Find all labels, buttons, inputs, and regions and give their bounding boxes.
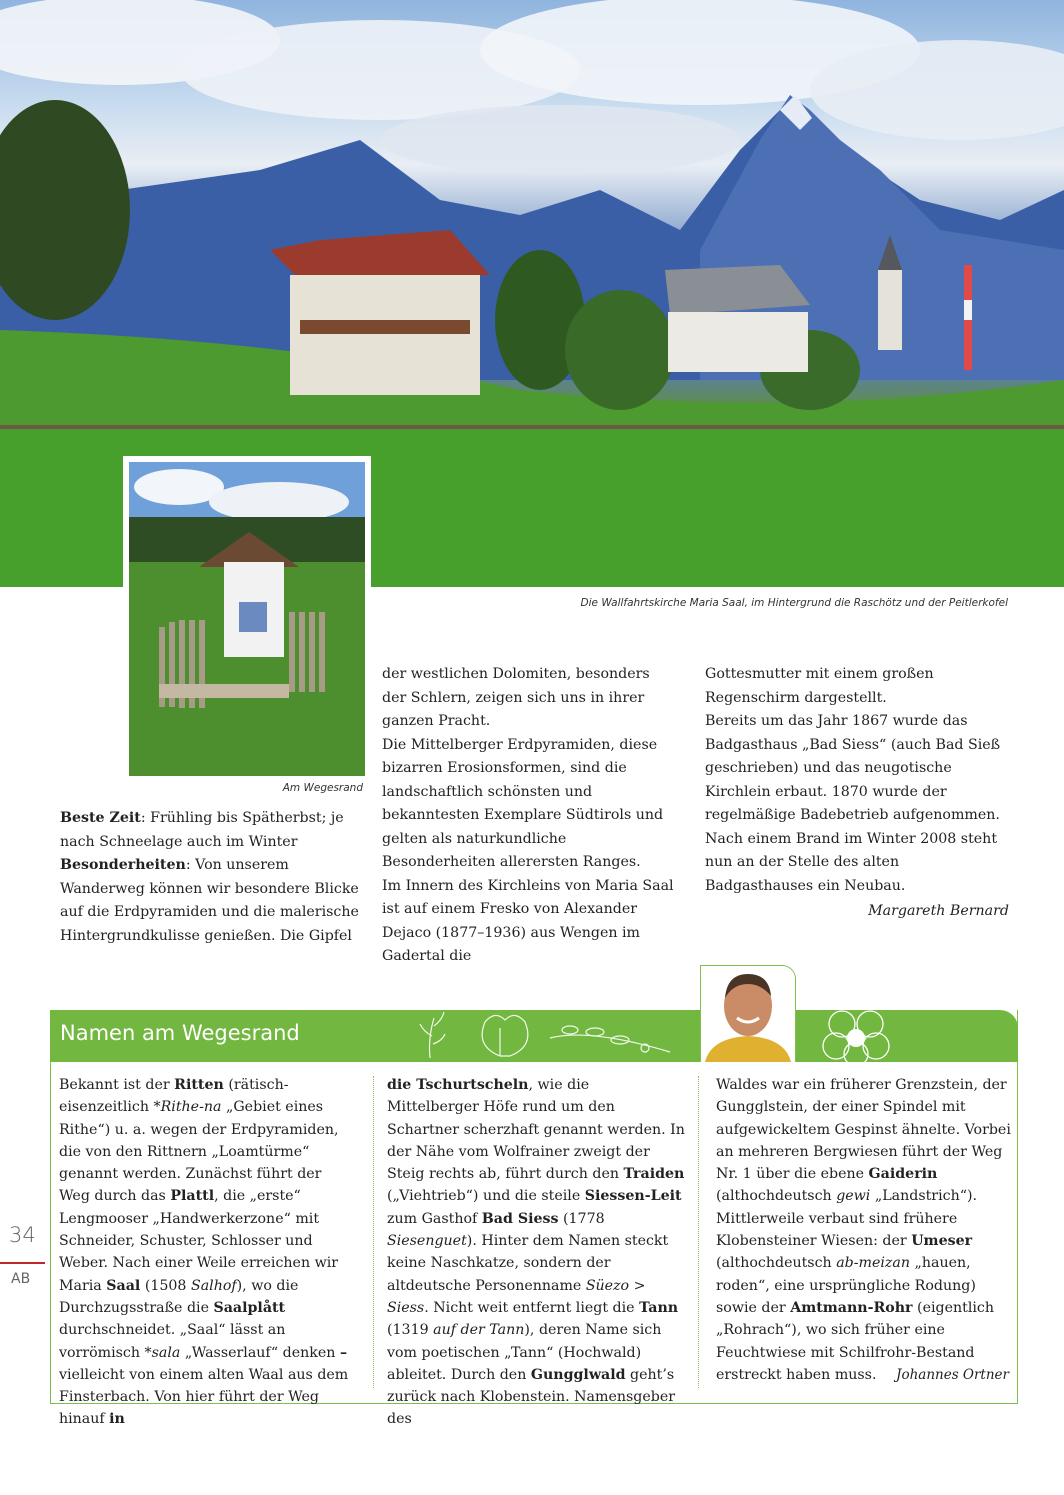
names-column-1: Bekannt ist der Ritten (rätisch-eisenzeitlich *Rithe-na „Gebiet eines Rithe“) u. a. wegen der Erdpyramiden, die von den Rittnern „Loamtürme“ genannt werden. Zunächst führt der Weg durch das Plattl, die „erste“ Lengmooser „Handwerkerzone“ mit Schneider, Schuster, Schlosser und Weber. Nach einer Weile erreichen wir Maria Saal (1508 Salhof), wo die Durchzugsstraße die Saalplått durchschneidet. „Saal“ lässt an vorrömisch *sala „Wasserlauf“ denken – vielleicht von einem alten Waal aus dem Finsterbach. Von hier führt der Weg hinauf in (59, 1077, 349, 1428)
best-time-text: : Frühling bis Spätherbst; je nach Schneelage auch im Winter (60, 810, 344, 850)
wayside-shrine-illustration (129, 462, 365, 776)
hero-caption: Die Wallfahrtskirche Maria Saal, im Hintergrund die Raschötz und der Peitlerkofel (580, 597, 1008, 609)
article-author: Margareth Bernard (868, 903, 1009, 919)
names-column-3: Waldes war ein früherer Grenzstein, der Gungglstein, der einer Spindel mit aufgewickeltem Gespinst ähnelte. Vorbei an mehreren Bergwiesen führt der Weg Nr. 1 über die ebene Gaiderin (althochdeutsch gewi „Landstrich“). Mittlerweile verbaut sind frühere Klobensteiner Wiesen: der Umeser (althochdeutsch ab-meizan „hauen, roden“, eine ursprüngliche Rodung) sowie der Amtmann-Rohr (eigentlich „Rohrach“), wo sich früher eine Feuchtwiese mit Schilfrohr-Bestand erstreckt haben muss. (716, 1077, 1011, 1383)
column-divider (698, 1076, 699, 1388)
magazine-mark: AB (11, 1271, 31, 1287)
highlights-text: : Von unserem Wanderweg können wir besondere Blicke auf die Erdpyramiden und die malerische Hintergrundkulisse genießen. Die Gipfel (60, 857, 359, 944)
page-number: 34 (9, 1223, 36, 1247)
highlights-label: Besonderheiten (60, 857, 186, 873)
article-column-2 (382, 663, 677, 969)
flower-decoration-icon (822, 1010, 892, 1064)
highlights-paragraph (60, 854, 365, 948)
best-time-label: Beste Zeit (60, 810, 141, 826)
article-paragraph: Bereits um das Jahr 1867 wurde das Badgasthaus „Bad Siess“ (auch Bad Sieß geschrieben) und das neugotische Kirchlein erbaut. 1870 wurde der regelmäßige Badebetrieb aufgenommen. Nach einem Brand im Winter 2008 steht nun an der Stelle des alten Badgasthauses ein Neubau. (705, 713, 1001, 894)
article-paragraph: Im Innern des Kirchleins von Maria Saal ist auf einem Fresko von Alexander Dejaco (1877–1936) aus Wengen im Gadertal die (382, 877, 674, 964)
page-number-rule (0, 1262, 45, 1264)
author-portrait (700, 965, 796, 1062)
article-paragraph: Die Mittelberger Erdpyramiden, diese bizarren Erosionsformen, sind die landschaftlich schönsten und bekanntesten Exemplare Südtirols und gelten als naturkundliche Besonderheiten allerersten Ranges. (382, 736, 664, 870)
author-portrait-illustration (701, 966, 795, 1062)
article-column-3 (705, 663, 1010, 898)
inset-photo (123, 456, 371, 776)
names-column-2: die Tschurtscheln, wie die Mittelberger Höfe rund um den Schartner scherzhaft genannt werden. In der Nähe vom Wolfrainer zweigt der Steig rechts ab, führt durch den Traiden („Viehtrieb“) und die steile Siessen-Leit zum Gasthof Bad Siess (1778 Siesenguet). Hinter dem Namen steckt keine Naschkatze, sondern der altdeutsche Personenname Süezo > Siess. Nicht weit entfernt liegt die Tann (1319 auf der Tann), deren Name sich vom poetischen „Tann“ (Hochwald) ableitet. Durch den Gungglwald geht’s zurück nach Klobenstein. Namensgeber des (387, 1077, 685, 1428)
inset-caption: Am Wegesrand (282, 782, 363, 794)
names-box-title: Namen am Wegesrand (60, 1021, 300, 1045)
article-paragraph: der westlichen Dolomiten, besonders der Schlern, zeigen sich uns in ihrer ganzen Pracht. (382, 666, 650, 729)
best-time-paragraph (60, 807, 365, 854)
names-box-author: Johannes Ortner (896, 1367, 1009, 1383)
article-column-1 (60, 807, 365, 948)
column-divider (373, 1076, 374, 1388)
article-paragraph: Gottesmutter mit einem großen Regenschirm dargestellt. (705, 666, 934, 706)
botanical-decoration-icon (400, 1008, 680, 1062)
